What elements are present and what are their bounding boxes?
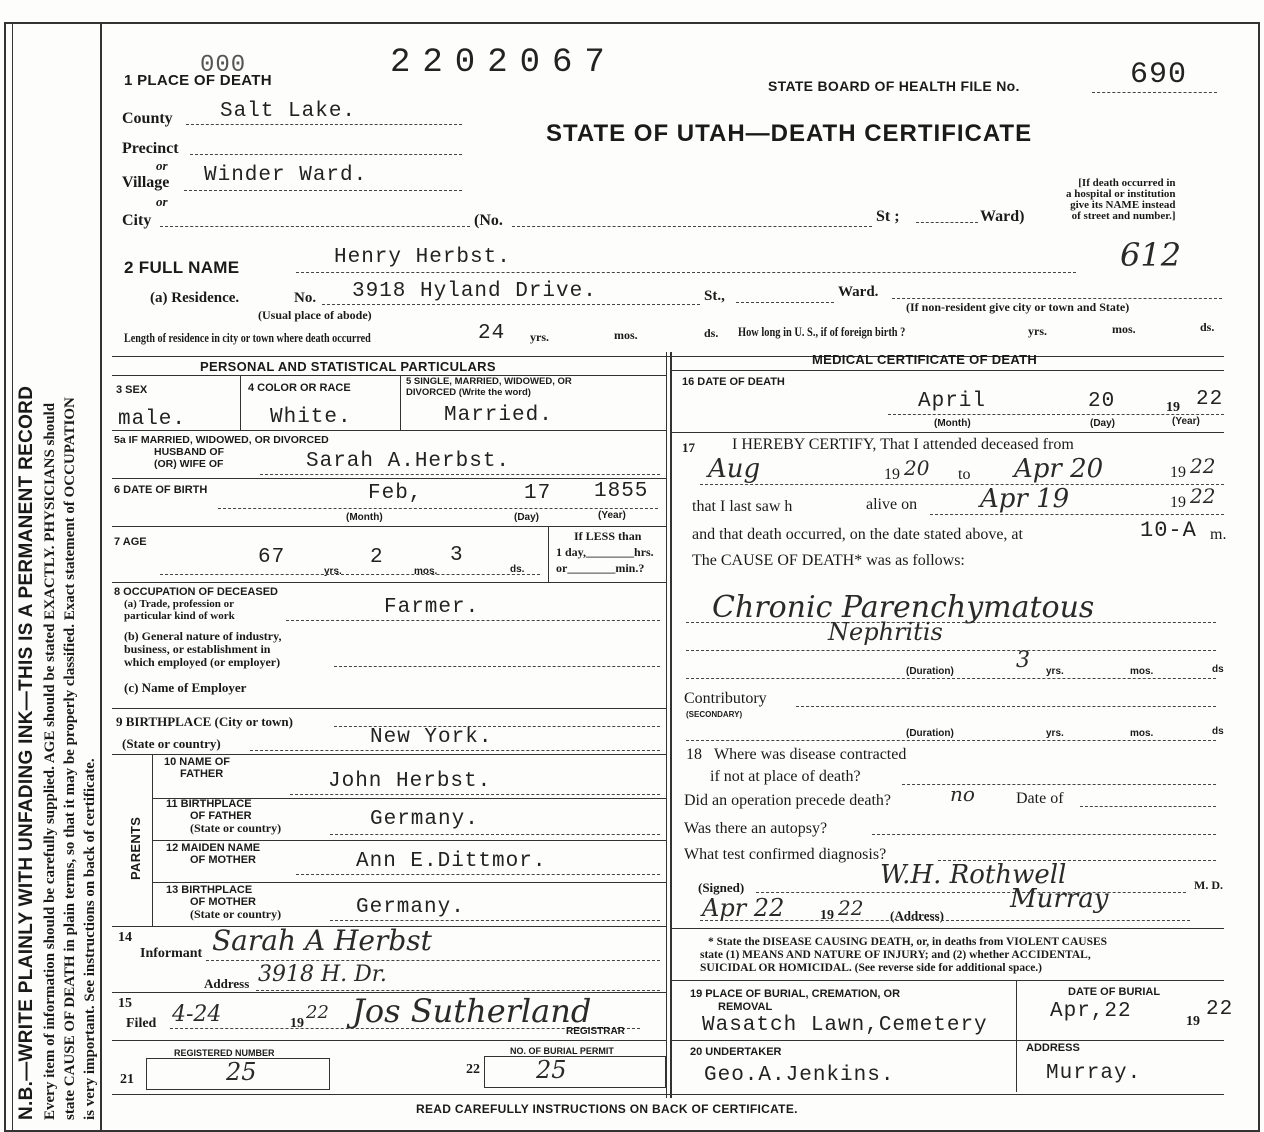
us-yrs: yrs.	[1028, 324, 1047, 338]
spouse-label-line: 5a IF MARRIED, WIDOWED, OR DIVORCED	[114, 434, 329, 446]
less-than-line: or________min.?	[556, 561, 645, 575]
dod-day: 20	[1088, 390, 1116, 413]
contributory-label: Contributory	[684, 690, 767, 707]
dot	[190, 154, 462, 155]
mother-birth-label	[166, 884, 281, 920]
dot	[686, 678, 1216, 679]
certificate-title: STATE OF UTAH—DEATH CERTIFICATE	[546, 120, 1033, 147]
dod-year: 22	[1196, 388, 1224, 411]
secondary-label: (SECONDARY)	[686, 710, 743, 719]
cause-label: The CAUSE OF DEATH* was as follows:	[692, 552, 965, 569]
usual-abode-label: (Usual place of abode)	[258, 308, 372, 322]
test-label: What test confirmed diagnosis?	[684, 846, 887, 863]
registrar-signature: Jos Sutherland	[352, 992, 592, 1030]
footnote-line: * State the DISEASE CAUSING DEATH, or, in deaths from VIOLENT CAUSES	[708, 936, 1108, 948]
rule	[112, 582, 666, 583]
sign-date: Apr 22	[702, 894, 785, 922]
length-ds: ds.	[704, 326, 719, 340]
extra-number: 612	[1120, 236, 1182, 274]
parents-label: PARENTS	[128, 816, 143, 880]
father-birth-value: Germany.	[370, 808, 479, 831]
age-yrs-lbl: yrs.	[324, 566, 342, 577]
mother-birth-value: Germany.	[356, 896, 465, 919]
alive-year: 22	[1190, 484, 1216, 508]
dot	[686, 740, 1216, 741]
rule	[672, 432, 1224, 433]
n18: 18	[686, 746, 702, 763]
sign-address-label: (Address)	[890, 908, 944, 923]
rule	[112, 1040, 666, 1041]
attended-from: Aug	[708, 454, 761, 484]
md-label: M. D.	[1194, 878, 1223, 892]
occupation-label-line: (a) Trade, profession or	[124, 598, 234, 610]
residence-value: 3918 Hyland Drive.	[352, 280, 597, 303]
dob-day: 17	[524, 482, 552, 505]
section-rule-top	[112, 356, 1224, 357]
village-label: Village	[122, 174, 170, 191]
occupation-label-line: particular kind of work	[124, 610, 235, 622]
dot	[330, 920, 660, 921]
burial-year: 22	[1206, 998, 1234, 1021]
registered-number: 25	[226, 1058, 257, 1086]
length-mos: mos.	[614, 328, 638, 342]
attended-from-year: 20	[904, 456, 930, 480]
dod-day-lbl: (Day)	[1090, 418, 1116, 429]
undertaker: Geo.A.Jenkins.	[704, 1064, 895, 1087]
precinct-label: Precinct	[122, 140, 179, 157]
dot	[796, 706, 1216, 707]
father-birth-label-line: 11 BIRTHPLACE	[166, 798, 252, 810]
spouse-value: Sarah A.Herbst.	[306, 450, 511, 473]
color-value: White.	[270, 406, 352, 429]
sidebar-instruction-1: Every item of information should be carefully supplied. AGE should be stated EXACTLY. PHYSICIANS should	[42, 402, 58, 1120]
footnote-line: state (1) MEANS AND NATURE OF INJURY; and (2) whether ACCIDENTAL,	[700, 949, 1091, 961]
father-birth-label	[166, 798, 281, 834]
duration-ds: ds	[1212, 664, 1224, 675]
mother-birth-label-line: (State or country)	[190, 907, 282, 921]
burial-label-line: 19 PLACE OF BURIAL, CREMATION, OR	[690, 988, 901, 1000]
burial-permit-label: NO. OF BURIAL PERMIT	[510, 1046, 614, 1056]
attended-to-label: to	[958, 466, 971, 483]
occupation-b-line: business, or establishment in	[124, 642, 271, 656]
dot	[260, 474, 660, 475]
informant-number: 14	[118, 930, 132, 945]
age-label: 7 AGE	[114, 536, 147, 548]
top-prefix: 000	[200, 52, 247, 79]
duration-label: (Duration)	[906, 666, 954, 677]
color-label: 4 COLOR OR RACE	[248, 382, 351, 394]
physician-signature: W.H. Rothwell	[880, 860, 1067, 890]
spouse-label	[114, 434, 329, 470]
us-ds: ds.	[1200, 320, 1215, 334]
undertaker-label: 20 UNDERTAKER	[690, 1046, 782, 1058]
dob-label: 6 DATE OF BIRTH	[114, 484, 208, 496]
birthplace-state-label: (State or country)	[122, 736, 221, 751]
marital-value: Married.	[444, 404, 553, 427]
less-than-line: 1 day,________hrs.	[556, 545, 654, 559]
dod-label: 16 DATE OF DEATH	[682, 376, 785, 388]
sex-label: 3 SEX	[116, 384, 148, 396]
residence-label: (a) Residence.	[150, 290, 240, 306]
age-ds-lbl: ds.	[510, 564, 525, 575]
duration-label-2: (Duration)	[906, 728, 954, 739]
county-value: Salt Lake.	[220, 100, 357, 123]
occupation-b	[124, 630, 281, 669]
burial-permit-box	[484, 1056, 666, 1088]
dod-year-prefix: 19	[1166, 400, 1180, 415]
mother-birth-label-line: 13 BIRTHPLACE	[166, 884, 253, 896]
dob-year-lbl: (Year)	[598, 510, 626, 521]
place-of-death-label: 1 PLACE OF DEATH	[124, 72, 272, 89]
personal-heading: PERSONAL AND STATISTICAL PARTICULARS	[200, 359, 496, 374]
cause-line-1: Chronic Parenchymatous	[712, 590, 1095, 625]
informant-address: 3918 H. Dr.	[258, 962, 387, 987]
us-mos: mos.	[1112, 322, 1136, 336]
less-than-line: If LESS than	[574, 529, 642, 543]
dot	[206, 960, 660, 961]
father-birth-label-line: OF FATHER	[190, 810, 252, 822]
contracted-label-1: Where was disease contracted	[714, 746, 907, 763]
dot	[888, 414, 1224, 415]
burial-year-prefix: 19	[1186, 1014, 1200, 1029]
occupation-b-line: (b) General nature of industry,	[124, 629, 282, 643]
operation-label: Did an operation precede death?	[684, 792, 892, 809]
alive-date: Apr 19	[980, 484, 1070, 514]
time-m: m.	[1210, 526, 1227, 543]
residence-no-label: No.	[294, 290, 317, 306]
dot	[296, 272, 1076, 273]
mother-birth-label-line: OF MOTHER	[190, 896, 256, 908]
dob-month-lbl: (Month)	[346, 512, 383, 523]
n22: 22	[466, 1062, 480, 1077]
signed-label: (Signed)	[698, 880, 745, 895]
burial-label	[690, 988, 900, 1014]
autopsy-label: Was there an autopsy?	[684, 820, 828, 837]
birthplace-label: 9 BIRTHPLACE (City or town)	[116, 714, 293, 729]
certify-text: I HEREBY CERTIFY, That I attended deceased from	[732, 436, 1074, 453]
dot	[872, 834, 1216, 835]
sidebar-instruction-3: is very important. See instructions on back of certificate.	[82, 758, 98, 1120]
n17: 17	[682, 440, 695, 455]
rule	[152, 840, 666, 841]
marital-label-line: 5 SINGLE, MARRIED, WIDOWED, OR	[406, 376, 572, 387]
rule	[672, 928, 1224, 929]
footnote-line: SUICIDAL OR HOMICIDAL. (See reverse side for additional space.)	[700, 962, 1043, 974]
age-months: 2	[370, 546, 384, 569]
or-label: or	[156, 158, 168, 173]
length-label: Length of residence in city or town where death occurred	[124, 330, 371, 345]
full-name-label: 2 FULL NAME	[124, 258, 240, 277]
filed-date: 4-24	[172, 1002, 222, 1027]
rule	[112, 430, 666, 431]
vrule	[400, 376, 401, 430]
city-no-label: (No.	[474, 212, 503, 229]
father-label-line: FATHER	[180, 768, 224, 780]
or-label: or	[156, 194, 168, 209]
hospital-note-line: [If death occurred in	[1078, 177, 1176, 189]
alive-on-label: alive on	[866, 496, 918, 513]
dot	[286, 620, 660, 621]
rule	[112, 754, 666, 755]
sign-year-prefix: 19	[820, 908, 834, 923]
occupation-label-line: 8 OCCUPATION OF DECEASED	[114, 586, 278, 598]
sidebar-warning: N.B.—WRITE PLAINLY WITH UNFADING INK—THIS IS A PERMANENT RECORD	[16, 385, 37, 1120]
attended-to-prefix: 19	[1170, 464, 1186, 481]
mother-label-line: OF MOTHER	[190, 854, 256, 866]
filed-year: 22	[306, 1002, 329, 1023]
age-mos-lbl: mos.	[414, 566, 438, 577]
dob-day-lbl: (Day)	[514, 512, 540, 523]
undertaker-address: Murray.	[1046, 1062, 1142, 1085]
attended-from-prefix: 19	[884, 466, 900, 483]
vrule	[1016, 980, 1017, 1092]
date-of-label: Date of	[1016, 790, 1064, 807]
dot	[892, 298, 1222, 299]
how-long-label: How long in U. S., if of foreign birth ?	[738, 324, 906, 339]
file-number-label: STATE BOARD OF HEALTH FILE No.	[768, 78, 1020, 94]
file-number: 690	[1130, 58, 1188, 92]
rule	[152, 882, 666, 883]
burial-place: Wasatch Lawn,Cemetery	[702, 1014, 988, 1037]
dot	[290, 794, 660, 795]
attended-to: Apr 20	[1014, 454, 1104, 484]
medical-heading: MEDICAL CERTIFICATE OF DEATH	[812, 352, 1038, 367]
residence-ward-label: Ward.	[838, 284, 879, 300]
full-name-value: Henry Herbst.	[334, 246, 511, 269]
dot	[186, 124, 462, 125]
dot	[160, 574, 540, 575]
marital-label-line: DIVORCED (Write the word)	[406, 387, 531, 398]
rule	[672, 1040, 1224, 1041]
age-days: 3	[450, 544, 464, 567]
occupation-value: Farmer.	[384, 596, 480, 619]
dot	[736, 302, 834, 303]
occurred-label: and that death occurred, on the date stated above, at	[692, 526, 1023, 543]
footer-instructions: READ CAREFULLY INSTRUCTIONS ON BACK OF CERTIFICATE.	[416, 1102, 798, 1116]
rule	[112, 1094, 1224, 1095]
father-label	[164, 756, 230, 780]
rule	[672, 370, 1224, 371]
dod-year-lbl: (Year)	[1172, 416, 1200, 427]
sign-year: 22	[838, 896, 864, 920]
certificate-number: 2202067	[390, 44, 617, 82]
length-yrs: yrs.	[530, 330, 549, 344]
birthplace-value: New York.	[370, 726, 493, 749]
spouse-label-line: (OR) WIFE OF	[154, 458, 224, 470]
left-margin-rule	[100, 22, 102, 1130]
dot	[256, 990, 660, 991]
rule	[672, 980, 1224, 981]
duration-yrs: yrs.	[1046, 666, 1064, 677]
contracted-label-2: if not at place of death?	[710, 768, 861, 785]
dot	[686, 650, 1216, 651]
dot	[250, 750, 660, 751]
duration-value: 3	[1016, 648, 1030, 673]
hospital-note	[1066, 178, 1176, 222]
sidebar-divider	[12, 22, 13, 1130]
duration2-ds: ds	[1212, 726, 1224, 737]
spouse-label-line: HUSBAND OF	[154, 446, 224, 458]
village-value: Winder Ward.	[204, 164, 368, 187]
hospital-note-line: give its NAME instead	[1070, 199, 1176, 211]
city-st-label: St ;	[876, 208, 900, 225]
rule	[112, 526, 666, 527]
dot	[296, 874, 660, 875]
burial-permit: 25	[536, 1056, 567, 1084]
sex-value: male.	[118, 408, 187, 431]
informant-label: Informant	[140, 946, 203, 961]
dot	[218, 508, 658, 509]
less-than	[556, 528, 654, 576]
duration2-mos: mos.	[1130, 728, 1154, 739]
duration-mos: mos.	[1130, 666, 1154, 677]
registrar-label: REGISTRAR	[566, 1026, 625, 1037]
section-divider	[670, 352, 672, 1098]
time-of-death: 10-A	[1140, 518, 1197, 543]
mother-label	[166, 842, 260, 866]
dod-month: April	[918, 390, 987, 413]
occupation-b-line: which employed (or employer)	[124, 655, 281, 669]
last-saw-label: that I last saw h	[692, 498, 793, 515]
hospital-note-line: of street and number.]	[1071, 210, 1176, 222]
informant-signature: Sarah A Herbst	[212, 924, 432, 957]
city-label: City	[122, 212, 152, 229]
section-divider	[666, 352, 667, 1098]
marital-label	[406, 376, 572, 398]
undertaker-address-label: ADDRESS	[1026, 1042, 1080, 1054]
dob-year: 1855	[594, 480, 649, 503]
vrule	[548, 526, 549, 582]
city-ward-label: Ward)	[980, 208, 1025, 225]
age-years: 67	[258, 546, 286, 569]
dot	[160, 226, 470, 227]
father-label-line: 10 NAME OF	[164, 756, 231, 768]
dot	[334, 666, 660, 667]
dot	[184, 190, 462, 191]
occupation-label	[114, 586, 278, 622]
alive-year-prefix: 19	[1170, 494, 1186, 511]
less-than-hrs: hrs.	[634, 545, 654, 559]
dot	[930, 514, 1224, 515]
attended-to-year: 22	[1190, 454, 1216, 478]
dot	[686, 622, 1216, 623]
duration2-yrs: yrs.	[1046, 728, 1064, 739]
mother-label-line: 12 MAIDEN NAME	[166, 842, 261, 854]
dot	[700, 484, 1224, 485]
rule	[112, 708, 666, 709]
burial-date: Apr,22	[1050, 1000, 1132, 1023]
informant-address-label: Address	[204, 976, 250, 991]
dot	[322, 304, 700, 305]
hospital-note-line: a hospital or institution	[1066, 188, 1176, 200]
employer-label: (c) Name of Employer	[124, 680, 247, 695]
footnote	[700, 936, 1107, 975]
dot	[1080, 806, 1216, 807]
filed-year-prefix: 19	[290, 1016, 304, 1031]
dot	[916, 222, 978, 223]
dot	[512, 226, 872, 227]
dot	[756, 892, 1186, 893]
length-years: 24	[478, 322, 506, 345]
less-than-min: min.?	[615, 561, 645, 575]
sign-address: Murray	[1010, 884, 1109, 914]
father-value: John Herbst.	[328, 770, 492, 793]
filed-label: Filed	[126, 1016, 157, 1031]
dob-month: Feb,	[368, 482, 423, 505]
dot	[1092, 92, 1217, 93]
dot	[330, 834, 660, 835]
cause-line-2: Nephritis	[828, 618, 943, 646]
less-than-day: 1 day,	[556, 545, 587, 559]
vrule	[240, 376, 241, 430]
operation-answer: no	[950, 782, 975, 806]
nonresident-label: (If non-resident give city or town and State)	[906, 300, 1130, 314]
registered-number-label: REGISTERED NUMBER	[174, 1048, 275, 1058]
sidebar-instruction-2: state CAUSE OF DEATH in plain terms, so that it may be properly classified. Exact statement of OCCUPATION	[62, 397, 78, 1120]
county-label: County	[122, 110, 173, 127]
rule	[112, 375, 666, 376]
filed-number: 15	[118, 996, 132, 1011]
residence-st-label: St.,	[704, 288, 725, 304]
dod-month-lbl: (Month)	[934, 418, 971, 429]
rule	[112, 478, 666, 479]
dot	[700, 920, 1190, 921]
burial-date-label: DATE OF BURIAL	[1068, 986, 1161, 998]
mother-value: Ann E.Dittmor.	[356, 850, 547, 873]
father-birth-label-line: (State or country)	[190, 821, 282, 835]
burial-label-line: REMOVAL	[718, 1001, 773, 1013]
less-than-or: or	[556, 561, 568, 575]
n21: 21	[120, 1072, 134, 1087]
